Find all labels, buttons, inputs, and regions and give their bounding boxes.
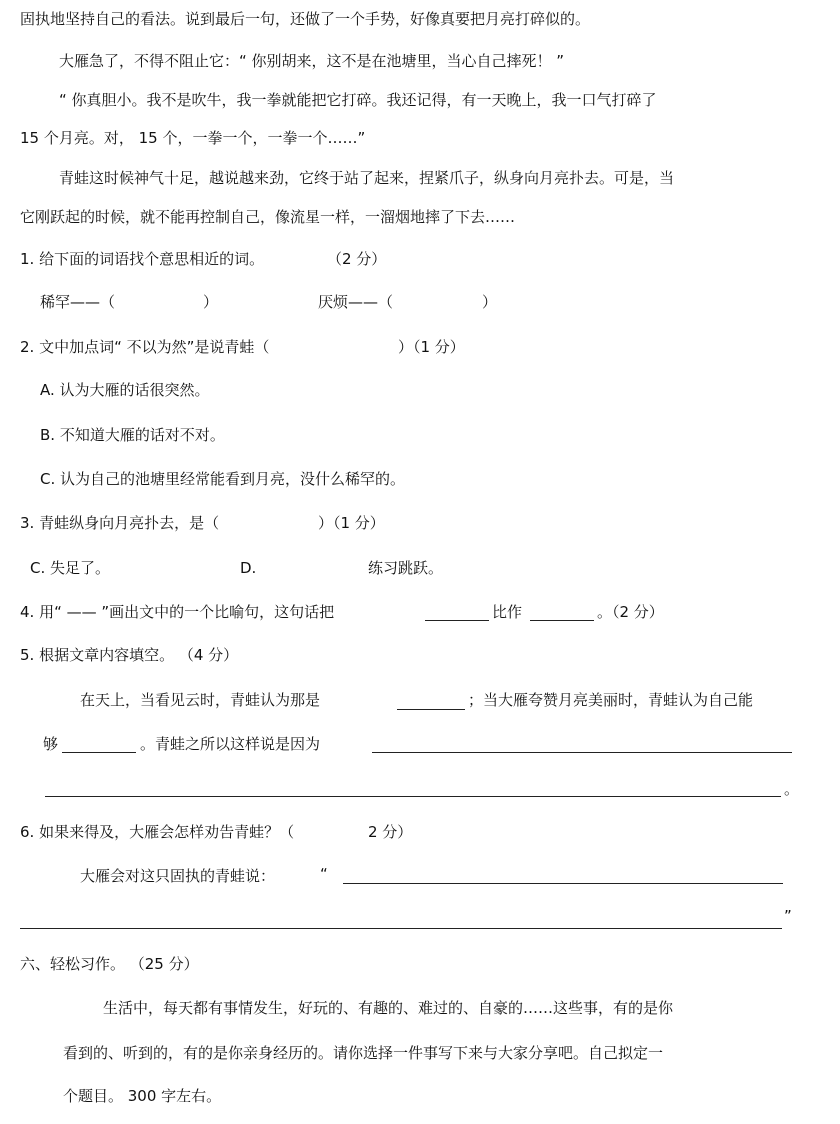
q6-open-quote: “ (320, 865, 328, 883)
q3-option-d-text: 练习跳跃。 (368, 559, 444, 577)
q4-end: 。（2 分） (597, 603, 664, 621)
passage-line-4: 15 个月亮。对， 15 个，一拳一个，一拳一个……” (20, 129, 366, 147)
q4-blank-1[interactable] (425, 620, 489, 621)
q2-option-a: A. 认为大雁的话很突然。 (40, 381, 210, 399)
q3-title-end: ）（1 分） (318, 514, 385, 532)
q2-option-b: B. 不知道大雁的话对不对。 (40, 426, 225, 444)
q5-title: 5. 根据文章内容填空。 （4 分） (20, 646, 239, 664)
q6-close-quote: ” (784, 907, 792, 925)
section6-line-1: 生活中，每天都有事情发生，好玩的、有趣的、难过的、自豪的……这些事，有的是你 (103, 999, 674, 1017)
q5-blank-1[interactable] (397, 709, 465, 710)
q1-item-b: 厌烦——（ (318, 293, 394, 311)
q4-prefix: 4. 用“ —— ”画出文中的一个比喻句，这句话把 (20, 603, 335, 621)
q2-title-end: ）（1 分） (398, 338, 465, 356)
q4-middle: 比作 (492, 603, 523, 621)
q5-line1-a: 在天上，当看见云时，青蛙认为那是 (80, 691, 321, 709)
q5-line1-b: ；当大雁夸赞月亮美丽时，青蛙认为自己能 (468, 691, 754, 709)
q5-line2-a: 够 (43, 735, 59, 753)
q4-blank-2[interactable] (530, 620, 594, 621)
q5-line3-end: 。 (784, 780, 800, 798)
q6-title: 6. 如果来得及，大雁会怎样劝告青蛙？（ (20, 823, 295, 841)
q5-blank-2[interactable] (62, 752, 136, 753)
q1-score: （2 分） (327, 250, 387, 268)
q6-score: 2 分） (368, 823, 413, 841)
q1-item-a: 稀罕——（ (40, 293, 116, 311)
q1-title: 1. 给下面的词语找个意思相近的词。 (20, 250, 265, 268)
q5-blank-3[interactable] (372, 752, 792, 753)
q3-option-c: C. 失足了。 (30, 559, 111, 577)
passage-line-5: 青蛙这时候神气十足，越说越来劲，它终于站了起来，捏紧爪子，纵身向月亮扑去。可是，当 (59, 169, 675, 187)
q5-line2-b: 。青蛙之所以这样说是因为 (140, 735, 321, 753)
section6-line-3: 个题目。 300 字左右。 (63, 1087, 222, 1105)
q5-blank-4[interactable] (45, 796, 781, 797)
q3-option-d: D. (240, 559, 257, 577)
q1-item-b-close: ） (482, 293, 498, 311)
section6-line-2: 看到的、听到的，有的是你亲身经历的。请你选择一件事写下来与大家分享吧。自己拟定一 (63, 1044, 664, 1062)
passage-line-6: 它刚跃起的时候，就不能再控制自己，像流星一样，一溜烟地摔了下去…… (20, 208, 516, 226)
q1-item-a-close: ） (203, 293, 219, 311)
section6-title: 六、轻松习作。 （25 分） (20, 955, 199, 973)
q3-title: 3. 青蛙纵身向月亮扑去，是（ (20, 514, 220, 532)
passage-line-2: 大雁急了，不得不阻止它：“ 你别胡来，这不是在池塘里，当心自己摔死！ ” (59, 52, 565, 70)
q2-title: 2. 文中加点词“ 不以为然”是说青蛙（ (20, 338, 270, 356)
q6-blank-1[interactable] (343, 883, 783, 884)
q2-option-c: C. 认为自己的池塘里经常能看到月亮，没什么稀罕的。 (40, 470, 406, 488)
q6-blank-2[interactable] (20, 928, 782, 929)
passage-line-3: “ 你真胆小。我不是吹牛，我一拳就能把它打碎。我还记得，有一天晚上，我一口气打碎了 (59, 91, 657, 109)
q6-line1: 大雁会对这只固执的青蛙说： (80, 867, 276, 885)
passage-line-1: 固执地坚持自己的看法。说到最后一句，还做了一个手势，好像真要把月亮打碎似的。 (20, 10, 591, 28)
